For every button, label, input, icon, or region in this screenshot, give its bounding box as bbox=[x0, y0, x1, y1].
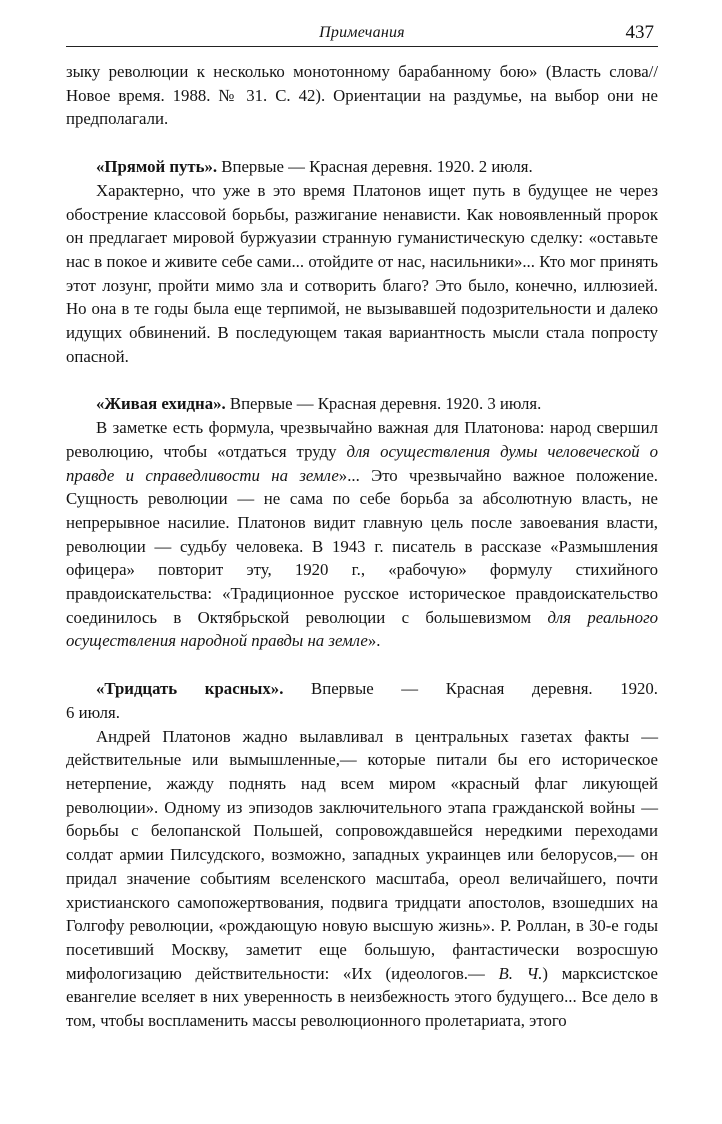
note-paragraph: Характерно, что уже в это время Платонов ищет путь в будущее не через обострение классовой борьбы, разжигание ненависти. Как новоявленный пророк он предлагает мировой буржуазии странную гуманистическую сделку: «оставьте нас в покое и живите себе сами... отойдите от нас, насильники»... Кто мог принять этот лозунг, пройти мимо зла и сотворить благо? Это было, конечно, иллюзией. Но она в те годы была еще терпимой, не вызывавшей подозрительности и далеко идущих обвинений. В последующем такая вариантность мысли стала попросту опасной. bbox=[66, 180, 658, 366]
text-run: ». bbox=[367, 631, 381, 651]
note-heading-pryamoy-put bbox=[66, 155, 658, 179]
text-run: ) марксистское евангелие вселяет в них уверенность в неизбежность этого будущего... Все дело в том, чтобы воспламенить массы революционного пролетариата, этого bbox=[66, 963, 659, 1031]
note-title: «Прямой путь». bbox=[96, 157, 218, 177]
italic-quote: для осуществления думы человеческой о правде и справедливости на земле bbox=[66, 441, 659, 485]
note-source: Впервые — Красная деревня. 1920. 3 июля. bbox=[225, 394, 542, 414]
note-title: «Живая ехидна». bbox=[96, 394, 226, 414]
text-run: »... Это чрезвычайно важное положение. Сущность революции — не сама по себе борьба за абсолютную власть, не непрерывное насилие. Платонов видит главную цель после завоевания власти, революции — судьбу человека. В 1943 г. писатель в рассказе «Размышления офицера» повторит эту, 1920 г., «рабочую» формулу стихийного правдоискательства: «Традиционное русское историческое правдоискательство соединилось в Октябрьской революции с большевизмом bbox=[66, 465, 658, 627]
italic-quote: для реального осуществления народной правды на земле bbox=[66, 607, 659, 651]
note-paragraph bbox=[66, 416, 658, 653]
author-initials: В. Ч. bbox=[498, 963, 543, 983]
running-head bbox=[66, 20, 658, 47]
note-heading-tridtsat-krasnykh bbox=[66, 677, 658, 701]
note-title: «Тридцать красных». bbox=[96, 679, 284, 699]
notes-body bbox=[66, 60, 658, 1033]
note-source: Впервые — Красная деревня. 1920. 2 июля. bbox=[217, 157, 533, 177]
note-paragraph bbox=[66, 725, 658, 1033]
page-number: 437 bbox=[625, 22, 654, 43]
note-source: Впервые — Красная деревня. 1920. bbox=[283, 679, 658, 699]
note-date-line: 6 июля. bbox=[66, 702, 120, 722]
continuation-paragraph: зыку революции к несколько монотонному барабанному бою» (Власть слова//Новое время. 1988. № 31. С. 42). Ориентации на раздумье, на выбор они не предполагали. bbox=[66, 62, 658, 129]
book-page bbox=[66, 0, 658, 1124]
running-title: Примечания bbox=[319, 24, 405, 41]
text-run: Андрей Платонов жадно вылавливал в центральных газетах факты — действительные или вымышленные,— которые питали бы его историческое нетерпение, жажду поднять над всем миром «красный флаг ликующей революции». Одному из эпизодов заключительного этапа гражданской войны — борьбы с белопанской Польшей, сопровождавшейся нередкими переходами солдат армии Пилсудского, возможно, западных украинцев или белорусов,— он придал значение событиям вселенского масштаба, ореол величайшего, почти христианского самопожертвования, подвига тридцати апостолов, взошедших на Голгофу революции, «рождающую новую высшую жизнь». Р. Роллан, в 30-е годы посетивший Москву, заметит еще большую, фантастически возросшую мифологизацию действительности: «Их (идеологов.— bbox=[66, 726, 658, 983]
note-heading-zhivaya-ekhidna bbox=[66, 392, 658, 416]
text-run: В заметке есть формула, чрезвычайно важная для Платонова: народ свершил революцию, чтобы «отдаться труду bbox=[66, 418, 658, 461]
